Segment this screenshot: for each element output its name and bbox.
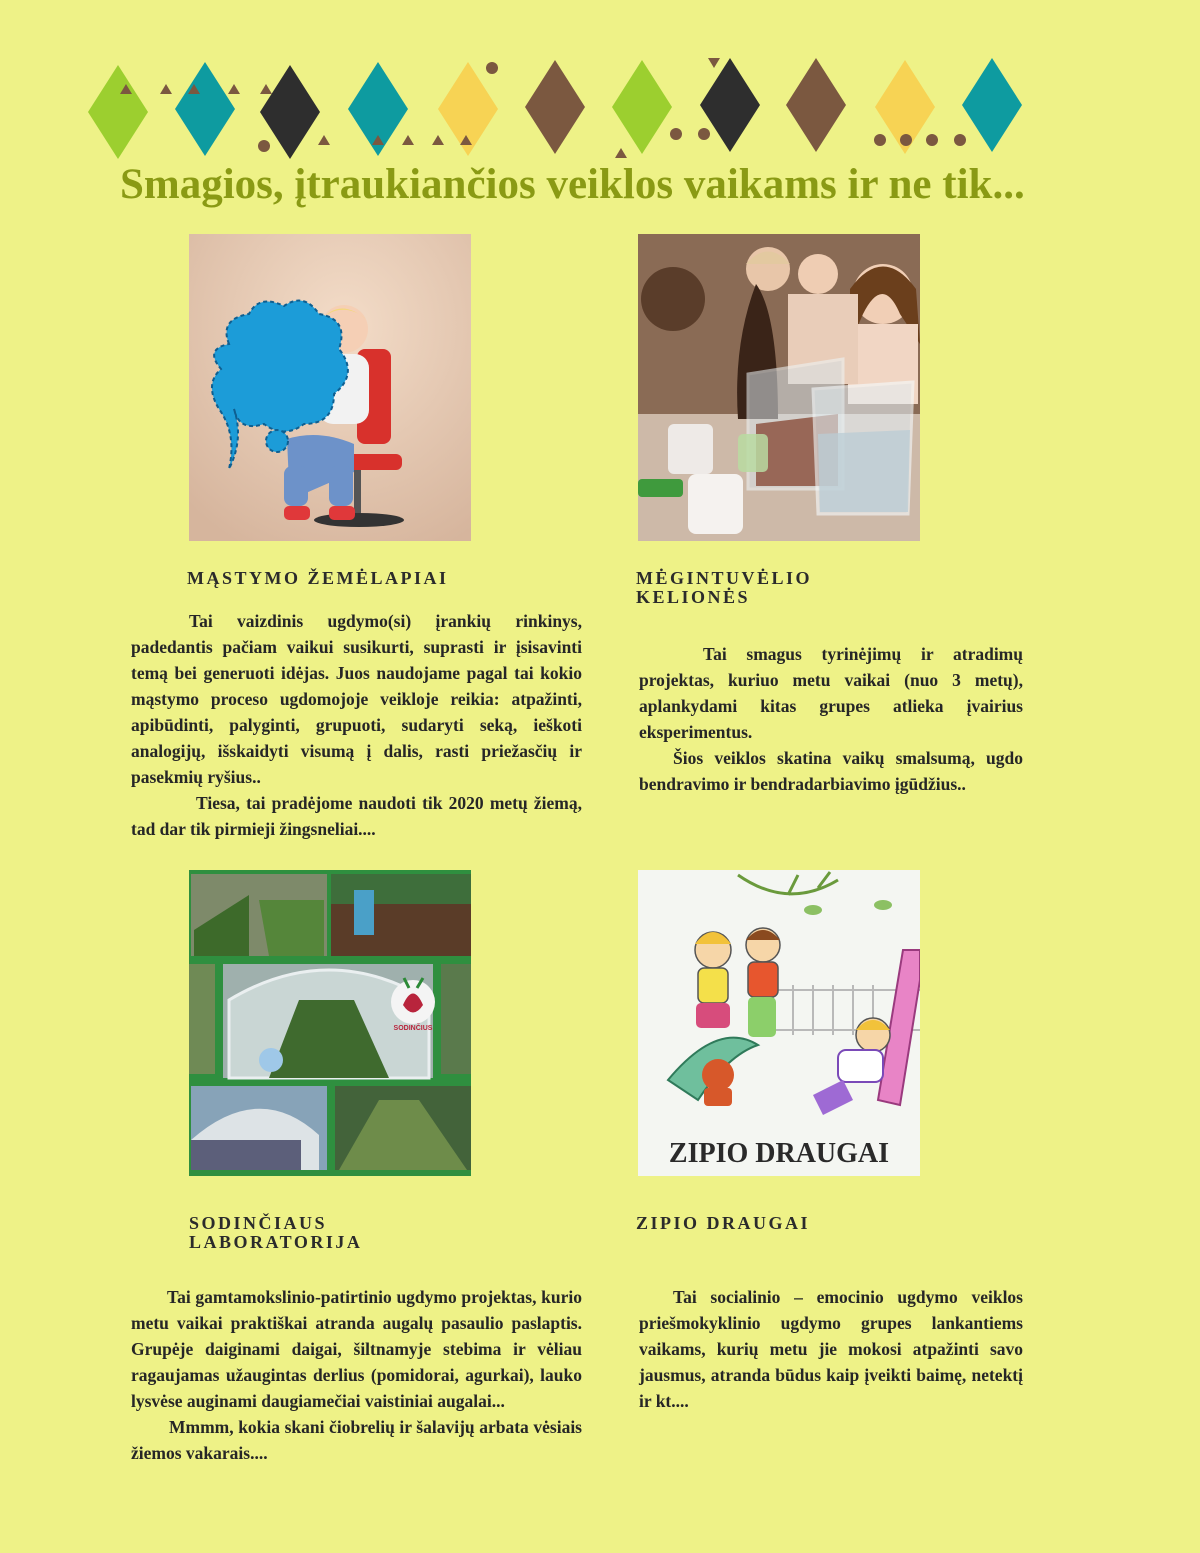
section-heading-sodinciaus: SODINČIAUS LABORATORIJA (189, 1213, 363, 1252)
paragraph: Tai smagus tyrinėjimų ir atradimų projektas, kuriuo metu vaikai (nuo 3 metų), aplankydami kitas grupes atlieka įvairius eksperimentus. (639, 644, 1023, 742)
page-title: Smagios, įtraukiančios veiklos vaikams ir ne tik... (120, 161, 1025, 208)
illustration-caption: ZIPIO DRAUGAI (668, 1138, 890, 1169)
paragraph: Mmmm, kokia skani čiobrelių ir šalavijų arbata vėsiais žiemos vakarais.... (131, 1417, 582, 1463)
section-heading-mastymo: MĄSTYMO ŽEMĖLAPIAI (187, 568, 449, 588)
section-text-zipio (639, 1284, 1023, 1414)
child-with-speech-bubble-photo (189, 234, 471, 541)
section-heading-megintuvelio: MĖGINTUVĖLIO KELIONĖS (636, 568, 813, 607)
section-text-megintuvelio (639, 641, 1023, 797)
section-text-mastymo (131, 608, 582, 842)
greenhouse-collage-photo (189, 870, 471, 1176)
paragraph: Tiesa, tai pradėjome naudoti tik 2020 metų žiemą, tad dar tik pirmieji žingsneliai.... (131, 793, 582, 839)
paragraph: Tai socialinio – emocinio ugdymo veiklos priešmokyklinio ugdymo grupes lankantiems vaikams, kurių metu jie mokosi atpažinti savo jausmus, atranda būdus kaip įveikti baimę, netektį ir kt.... (639, 1287, 1023, 1411)
paragraph: Šios veiklos skatina vaikų smalsumą, ugdo bendravimo ir bendradarbiavimo įgūdžius.. (639, 748, 1023, 794)
zipio-draugai-illustration (638, 870, 920, 1176)
paragraph: Tai vaizdinis ugdymo(si) įrankių rinkinys, padedantis pačiam vaikui susikurti, suprasti ir įsisavinti temą bei generuoti idėjas. Juos naudojame pagal tai kokio mąstymo proceso ugdomojoje veikloje reikia: atpažinti, apibūdinti, palyginti, grupuoti, sudaryti seką, ieškoti analogijų, išskaidyti visumą į dalis, rasti priežasčių ir pasekmių ryšius.. (131, 611, 582, 787)
children-experiment-photo (638, 234, 920, 541)
paragraph: Tai gamtamokslinio-patirtinio ugdymo projektas, kurio metu vaikai praktiškai atranda augalų pasaulio paslaptis. Grupėje daiginami daigai, šiltnamyje stebima ir vėliau ragaujamas užaugintas derlius (pomidorai, agurkai), lauko lysvėse auginami daugiamečiai vaistiniai augalai... (131, 1287, 582, 1411)
diamond-banner (80, 50, 1040, 165)
section-heading-zipio: ZIPIO DRAUGAI (636, 1213, 811, 1233)
collage-logo-text: SODINČIUS (393, 1025, 433, 1032)
section-text-sodinciaus (131, 1284, 582, 1466)
